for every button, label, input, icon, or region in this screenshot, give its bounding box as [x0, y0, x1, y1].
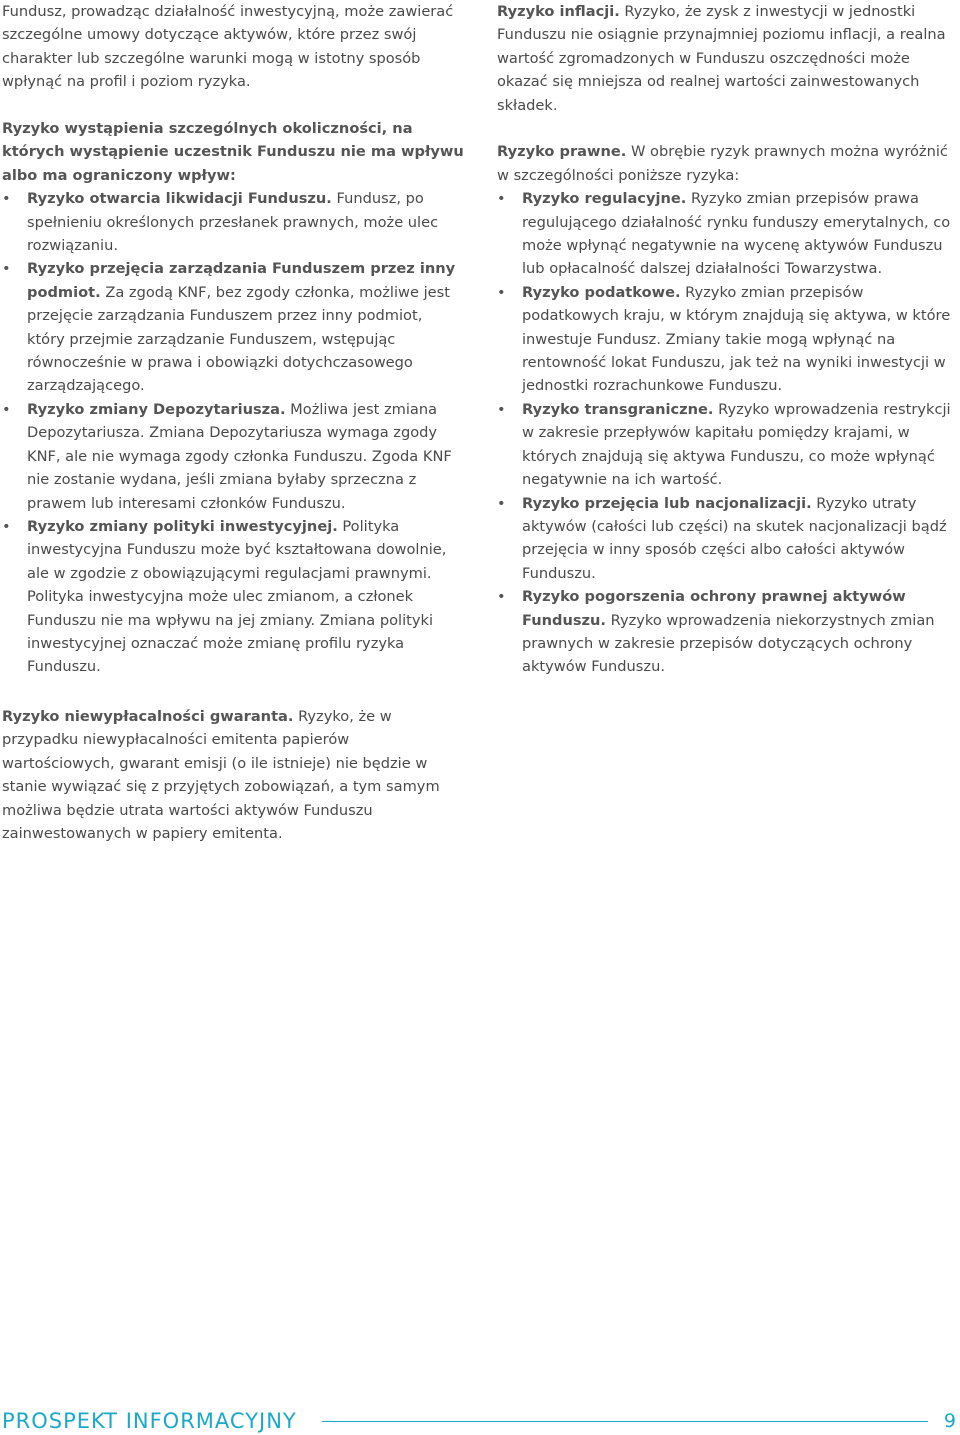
item-text: Za zgodą KNF, bez zgody członka, możliwe jest przejęcie zarządzania Funduszem przez inny podmiot, który przejmie zarządzanie Funduszem, wstępując równocześnie w prawa i obowiązki dotychczasowego zarządzającego. — [27, 283, 450, 395]
item-text: Ryzyko utraty aktywów (całości lub części) na skutek nacjonalizacji bądź przejęcia w inny sposób części albo całości aktywów Funduszu. — [522, 494, 947, 582]
inflation-text: Ryzyko, że zysk z inwestycji w jednostki Funduszu nie osiągnie przynajmniej poziomu inflacji, a realna wartość zgromadzonych w Funduszu oszczędności może okazać się mniejsza od realnej wartości zainwestowanych składek. — [497, 3, 946, 114]
item-text: Ryzyko wprowadzenia restrykcji w zakresie przepływów kapitału pomiędzy krajami, w których znajdują się aktywa Funduszu, co może wpłynąć negatywnie na ich wartość. — [522, 400, 951, 489]
list-item — [497, 492, 960, 586]
inflation-paragraph — [497, 0, 960, 117]
item-title: Ryzyko otwarcia likwidacji Funduszu. — [27, 190, 332, 208]
item-title: Ryzyko podatkowe. — [522, 283, 681, 301]
item-title: Ryzyko przejęcia lub nacjonalizacji. — [522, 494, 812, 512]
inflation-title: Ryzyko inflacji. — [497, 3, 620, 20]
list-item — [2, 257, 464, 397]
item-title: Ryzyko zmiany polityki inwestycyjnej. — [27, 517, 338, 535]
item-text: Polityka inwestycyjna Funduszu może być kształtowana dowolnie, ale w zgodzie z obowiązującymi regulacjami prawnymi. Polityka inwestycyjna może ulec zmianom, a członek Funduszu nie ma wpływu na jej zmiany. Zmiana polityki inwestycyjnej oznaczać może zmianę profilu ryzyka Funduszu. — [27, 517, 447, 676]
item-title: Ryzyko pogorszenia ochrony prawnej aktywów Funduszu. — [522, 588, 906, 629]
guarantor-paragraph — [2, 705, 442, 845]
left-column — [2, 0, 464, 679]
list-item — [2, 515, 464, 679]
guarantor-section — [2, 705, 442, 845]
legal-paragraph — [497, 140, 960, 187]
special-circumstances-heading: Ryzyko wystąpienia szczególnych okoliczności, na których wystąpienie uczestnik Funduszu nie ma wpływu albo ma ograniczony wpływ: — [2, 120, 464, 184]
legal-title: Ryzyko prawne. — [497, 143, 627, 161]
item-text: Możliwa jest zmiana Depozytariusza. Zmiana Depozytariusza wymaga zgody KNF, ale nie wymaga zgody członka Funduszu. Zgoda KNF nie zostanie wydana, jeśli zmiana byłaby sprzeczna z prawem lub interesami członków Funduszu. — [27, 400, 452, 512]
guarantor-text: Ryzyko, że w przypadku niewypłacalności emitenta papierów wartościowych, gwarant emisji (o ile istnieje) nie będzie w stanie wywiązać się z przyjętych zobowiązań, a tym samym możliwa będzie utrata wartości aktywów Funduszu zainwestowanych w papiery emitenta. — [2, 708, 440, 843]
special-circumstances-list — [2, 187, 464, 679]
footer-divider — [322, 1421, 928, 1422]
item-text: Ryzyko wprowadzenia niekorzystnych zmian prawnych w zakresie przepisów dotyczących ochrony aktywów Funduszu. — [522, 611, 935, 676]
item-title: Ryzyko przejęcia zarządzania Funduszem przez inny podmiot. — [27, 260, 456, 301]
legal-risks-list — [497, 187, 960, 679]
footer-title: PROSPEKT INFORMACYJNY — [2, 1409, 297, 1433]
item-text: Ryzyko zmian przepisów podatkowych kraju, w którym znajdują się aktywa, w które inwestuje Fundusz. Zmiany takie mogą wpłynąć na rentowność lokat Funduszu, jak też na wyniki inwestycji w jednostki rozrachunkowe Funduszu. — [522, 283, 951, 395]
right-column — [497, 0, 960, 679]
list-item — [2, 187, 464, 257]
intro-paragraph: Fundusz, prowadząc działalność inwestycyjną, może zawierać szczególne umowy dotyczące aktywów, które przez swój charakter lub szczególne warunki mogą w istotny sposób wpłynąć na profil i poziom ryzyka. — [2, 3, 454, 91]
page-number: 9 — [943, 1410, 956, 1432]
list-item — [2, 398, 464, 515]
item-title: Ryzyko transgraniczne. — [522, 400, 714, 418]
item-title: Ryzyko zmiany Depozytariusza. — [27, 400, 286, 418]
legal-text: W obrębie ryzyk prawnych można wyróżnić w szczególności poniższe ryzyka: — [497, 143, 948, 184]
list-item — [497, 398, 960, 492]
page-footer — [0, 1407, 960, 1435]
list-item — [497, 585, 960, 679]
list-item — [497, 187, 960, 281]
item-text: Ryzyko zmian przepisów prawa regulującego działalność rynku funduszy emerytalnych, co może wpłynąć negatywnie na wycenę aktywów Funduszu lub opłacalność dalszej działalności Towarzystwa. — [522, 190, 951, 278]
guarantor-title: Ryzyko niewypłacalności gwaranta. — [2, 708, 294, 725]
list-item — [497, 281, 960, 398]
item-text: Fundusz, po spełnieniu określonych przesłanek prawnych, może ulec rozwiązaniu. — [27, 190, 439, 255]
item-title: Ryzyko regulacyjne. — [522, 190, 687, 208]
